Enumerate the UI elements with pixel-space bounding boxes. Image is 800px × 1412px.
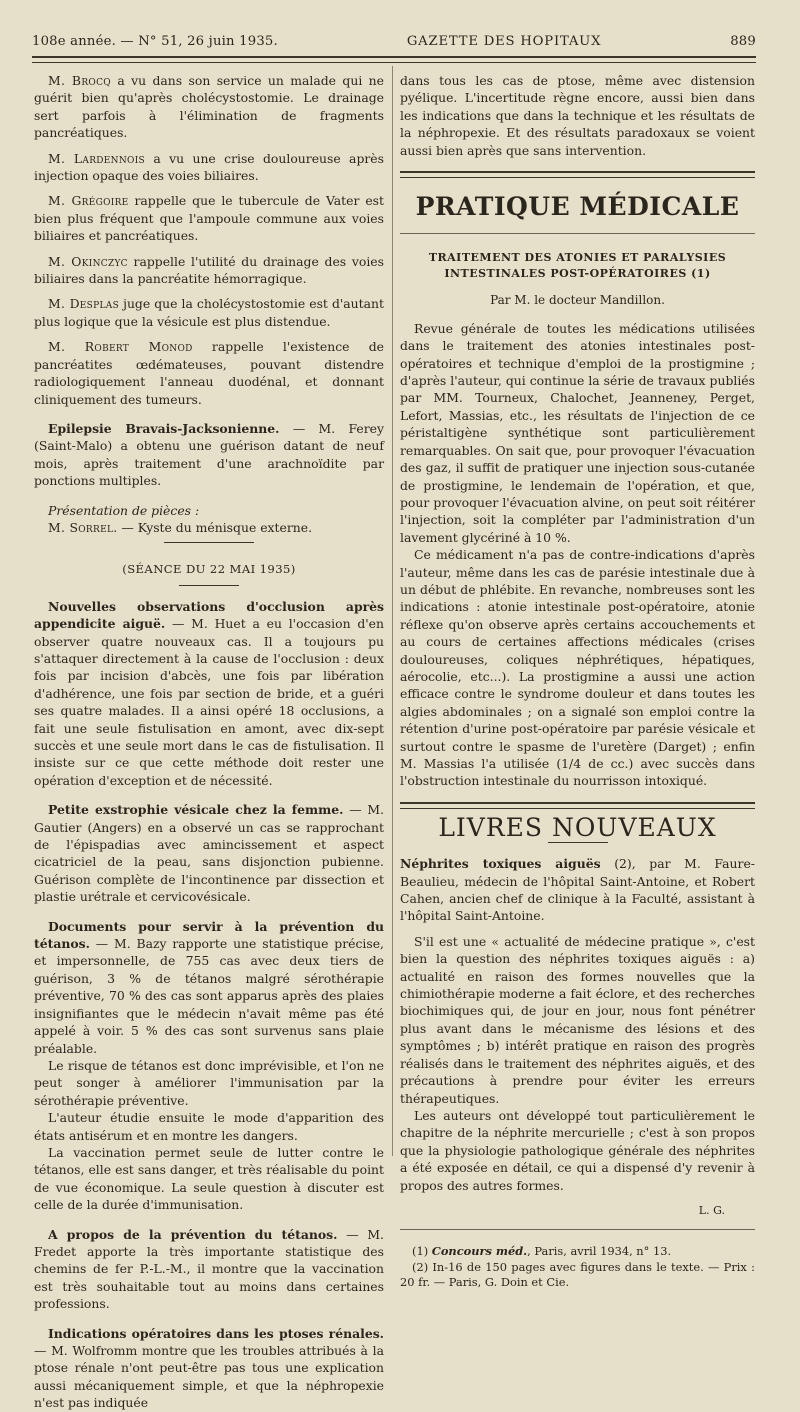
journal-title: GAZETTE DES HOPITAUX [406,33,602,49]
left-column [34,72,384,1412]
heading-epilepsie: Epilepsie Bravais-Jacksonienne. [48,420,280,436]
heading-apropos: A propos de la prévention du tétanos. [48,1226,338,1242]
paragraph-ptoses: Indications opératoires dans les ptoses rénales. — M. Wolfromm montre que les troubles attribués à la ptose rénale n'ont peut-être pas tous une explication aussi mécaniquement simple, et que la néphropexie n'est pas indiquée [34,1325,384,1411]
section-title-pratique: PRATIQUE MÉDICALE [415,192,740,222]
heading-occlusion: Nouvelles observations d'occlusion après appendicite aiguë. [34,598,384,632]
paragraph-tetanos: Documents pour servir à la prévention du tétanos. — M. Bazy rapporte une statistique précise, et impersonnelle, de 755 cas avec deux tiers de guérison, 3 % de tétanos malgré sérothérapie préventive, 70 % des cas sont apparus après des plaies insignifiantes que le médecin n'avait même pas été appelé à voir. 5 % des cas sont survenus sans plaie préalable. [34,918,384,1056]
article-title: TRAITEMENT DES ATONIES ET PARALYSIES INTESTINALES POST-OPÉRATOIRES (1) [428,251,727,281]
paragraph-sorrel: M. Sorrel. — Kyste du ménisque externe. [48,519,313,535]
article-paragraph-1: Revue générale de toutes les médications utilisées dans le traitement des atonies intestinales post-opératoires et technique d'emploi de la prostigmine ; d'après l'auteur, qui continue la série de travaux publiés par MM. Tourneux, Chalochet, Jeanneney, Perget, Lefort, Massias, etc., les résultats de l'injection de ce péristaltigène synthétique sont particulièrement remarquables. On sait que, pour provoquer l'évacuation des gaz, il suffit de pratiquer une injection sous-cutanée de prostigmine, le lendemain de l'opération, et que, pour provoquer l'évacuation alvine, on peut soit réitérer l'injection, soit la compléter par l'administration d'un lavement glycériné à 10 %. [400,320,755,545]
separator-rule [548,842,608,843]
section-rule [400,171,755,178]
paragraph-continuation: dans tous les cas de ptose, même avec distension pyélique. L'incertitude règne encore, aussi bien dans les indications que dans la technique et les résultats de la néphropexie. Et des résultats paradoxaux se voient aussi bien après que sans intervention. [400,73,755,158]
paragraph-occlusion: Nouvelles observations d'occlusion après appendicite aiguë. — M. Huet a eu l'occasion d'en observer quatre nouveaux cas. Il a toujours pu s'attaquer directement à la cause de l'occlusion : deux fois par incision d'abcès, une fois par libération d'adhérence, une fois par section de bride, et a guéri ses quatre malades. Il a ainsi opéré 18 occlusions, a fait une seule fistulisation en amont, avec dix-sept succès et une seule mort dans le cas de fistulisation. Il insiste sur ce que cette méthode doit rester une opération d'exception et de nécessité. [34,598,384,788]
article-paragraph-2: Ce médicament n'a pas de contre-indications d'après l'auteur, même dans les cas de parésie intestinale due à un début de phlébite. En revanche, nombreuses sont les indications : atonie intestinale post-opératoire, atonie réflexe qu'on observe après certains accouchements et au cours de certaines affections médicales (crises douloureuses, coliques néphrétiques, hépatiques, aérocolie, etc...). La prostigmine a aussi une action efficace contre le syndrome douleur et dans toutes les algies abdominales ; on a signalé son emploi contre la rétention d'urine post-opératoire par parésie vésicale et surtout contre le spasme de l'uretère (Darget) ; enfin M. Massias l'a utilisée (1/4 de cc.) avec succès dans l'obstruction intestinale du nourrisson intoxiqué. [400,547,755,789]
paragraph-monod: M. Robert Monod rappelle l'existence de pancréatites œdémateuses, pouvant distendre radiologiquement l'anneau duodénal, et donnant cliniquement des tumeurs. [34,339,384,407]
running-header [32,30,756,52]
paragraph-desplas: M. Desplas juge que la cholécystostomie est d'autant plus logique que la vésicule est plus distendue. [34,296,384,329]
book-reference: Néphrites toxiques aiguës (2), par M. Faure-Beaulieu, médecin de l'hôpital Saint-Antoine, et Robert Cahen, ancien chef de clinique à la Faculté, assistant à l'hôpital Saint-Antoine. [400,856,755,924]
paragraph-gregoire: M. Grégoire rappelle que le tubercule de Vater est bien plus fréquent que l'ampoule commune aux voies biliaires et pancréatiques. [34,193,385,244]
page-number: 889 [730,33,756,49]
paragraph-apropos: A propos de la prévention du tétanos. — M. Fredet apporte la très importante statistique des chemins de fer P.-L.-M., il montre que la vaccination est très souhaitable tout au moins dans certaines professions. [34,1226,384,1312]
header-rule [32,56,756,63]
article-byline: Par M. le docteur Mandillon. [490,293,665,308]
paragraph-tetanos-2: Le risque de tétanos est donc imprévisible, et l'on ne peut songer à améliorer l'immunisation par la sérothérapie préventive. [34,1057,384,1108]
paragraph-lardennois: M. Lardennois a vu une crise douloureuse après injection opaque des voies biliaires. [34,150,384,184]
separator-rule [179,585,239,586]
seance-heading: (SÉANCE DU 22 MAI 1935) [122,562,296,577]
footnote-rule [400,1229,755,1230]
section-title-livres: LIVRES NOUVEAUX [438,812,717,842]
review-paragraph-2: Les auteurs ont développé tout particulièrement le chapitre de la néphrite mercurielle ; c'est à son propos que la physiologie pathologique générale des néphrites a été exposée en détail, ce qui a dispensé d'y revenir à propos des autres formes. [400,1107,755,1193]
paragraph-epilepsie: Epilepsie Bravais-Jacksonienne. — M. Ferey (Saint-Malo) a obtenu une guérison datant de neuf mois, après traitement d'une arachnoïdite par ponctions multiples. [34,420,384,489]
book-title: Néphrites toxiques aiguës [400,856,601,872]
issue-line: 108e année. — N° 51, 26 juin 1935. [32,33,278,49]
heading-exstrophie: Petite exstrophie vésicale chez la femme. [48,802,344,818]
paragraph-tetanos-4: La vaccination permet seule de lutter contre le tétanos, elle est sans danger, et très réalisable du point de vue économique. La seule question à discuter est celle de la durée d'immunisation. [34,1144,384,1213]
paragraph-exstrophie: Petite exstrophie vésicale chez la femme. — M. Gautier (Angers) en a observé un cas se rapprochant de l'épispadias avec amincissement et aspect cicatriciel de la peau, sans disjonction pubienne. Guérison complète de l'incontinence par dissection et plastie urétrale et cervicovésicale. [34,802,384,905]
paragraph-brocq: M. Brocq a vu dans son service un malade qui ne guérit bien qu'après cholécystostomie. Le drainage sert parfois à l'élimination de fragments pancréatiques. [34,73,384,141]
heading-tetanos: Documents pour servir à la prévention du tétanos. [34,918,384,952]
presentation-label: Présentation de pièces : [48,502,200,518]
paragraph-tetanos-3: L'auteur étudie ensuite le mode d'apparition des états antisérum et en montre les dangers. [34,1110,384,1143]
footnote-2: (2) In-16 de 150 pages avec figures dans le texte. — Prix : 20 fr. — Paris, G. Doin et Cie. [400,1259,755,1290]
paragraph-okinczyc: M. Okinczyc rappelle l'utilité du drainage des voies biliaires dans la pancréatite hémorragique. [34,253,384,287]
column-divider [392,66,393,1156]
separator-rule [164,542,254,543]
right-column [400,72,755,1291]
section-rule [400,802,755,809]
section-rule [400,233,755,234]
review-signature: L. G. [698,1203,725,1217]
review-paragraph-1: S'il est une « actualité de médecine pratique », c'est bien la question des néphrites toxiques aiguës : a) actualité en raison des formes nouvelles que la chimiothérapie moderne a fait éclore, et des recherches biochimiques qui, de jour en jour, nous font pénétrer plus avant dans le mécanisme des lésions et des symptômes ; b) intérêt pratique en raison des progrès réalisés dans le traitement des néphrites aiguës, et des précautions à prendre pour éviter les erreurs thérapeutiques. [400,933,755,1106]
heading-ptoses: Indications opératoires dans les ptoses rénales. [48,1325,384,1341]
footnote-1: (1) Concours méd., Paris, avril 1934, n° 13. [412,1244,672,1259]
footnotes [400,1244,755,1291]
